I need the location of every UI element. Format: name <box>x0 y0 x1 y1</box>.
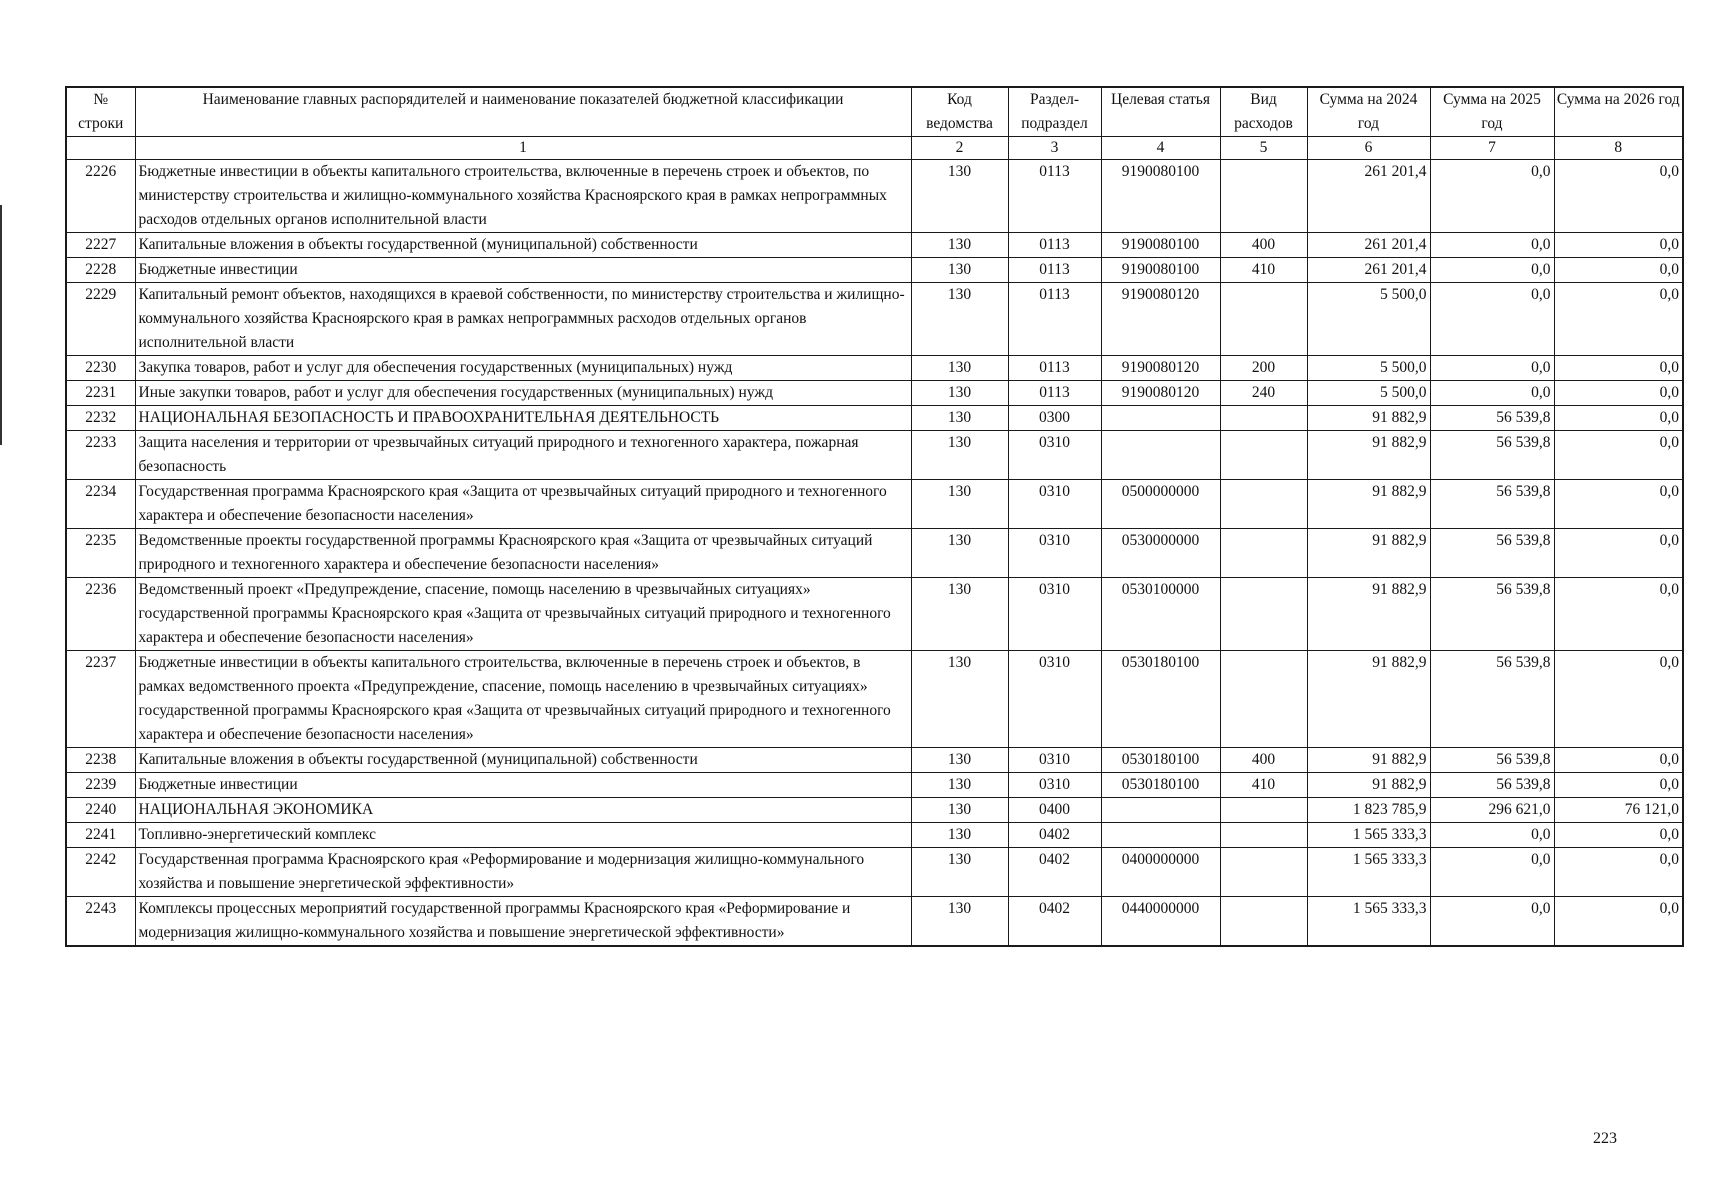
row-agency: 130 <box>911 258 1008 283</box>
row-sum-2024: 91 882,9 <box>1307 480 1430 529</box>
row-sum-2024: 261 201,4 <box>1307 258 1430 283</box>
row-section: 0310 <box>1008 651 1101 748</box>
row-agency: 130 <box>911 773 1008 798</box>
row-sum-2025: 56 539,8 <box>1430 773 1554 798</box>
row-target: 0530180100 <box>1101 773 1220 798</box>
row-exp-type <box>1220 480 1307 529</box>
budget-table <box>65 86 1684 947</box>
row-exp-type <box>1220 431 1307 480</box>
row-sum-2026: 0,0 <box>1554 823 1683 848</box>
row-number: 2229 <box>66 283 135 356</box>
column-index: 4 <box>1101 137 1220 160</box>
table-row <box>66 283 1683 356</box>
column-index: 1 <box>135 137 911 160</box>
row-sum-2025: 56 539,8 <box>1430 529 1554 578</box>
row-number: 2226 <box>66 160 135 233</box>
row-sum-2024: 91 882,9 <box>1307 529 1430 578</box>
row-agency: 130 <box>911 480 1008 529</box>
row-section: 0310 <box>1008 773 1101 798</box>
budget-page <box>65 86 1684 947</box>
row-sum-2024: 1 823 785,9 <box>1307 798 1430 823</box>
row-section: 0113 <box>1008 233 1101 258</box>
row-sum-2026: 0,0 <box>1554 651 1683 748</box>
table-row <box>66 773 1683 798</box>
row-section: 0310 <box>1008 748 1101 773</box>
row-number: 2236 <box>66 578 135 651</box>
row-sum-2025: 0,0 <box>1430 848 1554 897</box>
row-sum-2025: 56 539,8 <box>1430 578 1554 651</box>
table-row <box>66 748 1683 773</box>
row-sum-2025: 296 621,0 <box>1430 798 1554 823</box>
row-sum-2024: 91 882,9 <box>1307 406 1430 431</box>
row-agency: 130 <box>911 748 1008 773</box>
row-name: Бюджетные инвестиции <box>135 258 911 283</box>
row-exp-type <box>1220 897 1307 947</box>
row-sum-2025: 56 539,8 <box>1430 431 1554 480</box>
row-sum-2026: 0,0 <box>1554 431 1683 480</box>
row-sum-2026: 0,0 <box>1554 578 1683 651</box>
row-section: 0402 <box>1008 823 1101 848</box>
row-sum-2026: 0,0 <box>1554 748 1683 773</box>
table-row <box>66 356 1683 381</box>
header-sum-2024: Сумма на 2024 год <box>1307 87 1430 137</box>
row-target: 0530000000 <box>1101 529 1220 578</box>
table-row <box>66 529 1683 578</box>
row-sum-2026: 0,0 <box>1554 160 1683 233</box>
row-sum-2025: 56 539,8 <box>1430 480 1554 529</box>
row-sum-2026: 0,0 <box>1554 258 1683 283</box>
column-index: 7 <box>1430 137 1554 160</box>
table-row <box>66 897 1683 947</box>
table-row <box>66 431 1683 480</box>
row-exp-type <box>1220 848 1307 897</box>
row-name: Государственная программа Красноярского края «Реформирование и модернизация жилищно-коммунального хозяйства и повышение энергетической эффективности» <box>135 848 911 897</box>
row-target <box>1101 431 1220 480</box>
column-index-row <box>66 137 1683 160</box>
row-name: Закупка товаров, работ и услуг для обеспечения государственных (муниципальных) нужд <box>135 356 911 381</box>
row-target: 0530180100 <box>1101 651 1220 748</box>
row-agency: 130 <box>911 848 1008 897</box>
row-sum-2024: 5 500,0 <box>1307 283 1430 356</box>
row-name: Бюджетные инвестиции в объекты капитального строительства, включенные в перечень строек и объектов, в рамках ведомственного проекта «Предупреждение, спасение, помощь населению в чрезвычайных ситуациях» государственной программы Красноярского края «Защита от чрезвычайных ситуаций природного и техногенного характера и обеспечение безопасности населения» <box>135 651 911 748</box>
row-sum-2025: 0,0 <box>1430 233 1554 258</box>
row-sum-2026: 0,0 <box>1554 356 1683 381</box>
page-number: 223 <box>1593 1130 1617 1147</box>
table-row <box>66 233 1683 258</box>
row-exp-type: 200 <box>1220 356 1307 381</box>
row-section: 0310 <box>1008 578 1101 651</box>
row-agency: 130 <box>911 431 1008 480</box>
row-sum-2024: 1 565 333,3 <box>1307 897 1430 947</box>
row-number: 2235 <box>66 529 135 578</box>
row-name: Бюджетные инвестиции в объекты капитального строительства, включенные в перечень строек и объектов, по министерству строительства и жилищно-коммунального хозяйства Красноярского края в рамках непрограммных расходов отдельных органов исполнительной власти <box>135 160 911 233</box>
row-agency: 130 <box>911 283 1008 356</box>
row-sum-2026: 0,0 <box>1554 233 1683 258</box>
row-agency: 130 <box>911 578 1008 651</box>
row-target: 9190080100 <box>1101 233 1220 258</box>
table-row <box>66 578 1683 651</box>
row-number: 2230 <box>66 356 135 381</box>
row-sum-2024: 91 882,9 <box>1307 651 1430 748</box>
row-target <box>1101 406 1220 431</box>
row-target: 0440000000 <box>1101 897 1220 947</box>
row-number: 2240 <box>66 798 135 823</box>
table-row <box>66 848 1683 897</box>
row-exp-type <box>1220 578 1307 651</box>
row-section: 0113 <box>1008 356 1101 381</box>
row-agency: 130 <box>911 406 1008 431</box>
row-section: 0402 <box>1008 848 1101 897</box>
row-sum-2024: 1 565 333,3 <box>1307 823 1430 848</box>
row-sum-2025: 0,0 <box>1430 381 1554 406</box>
header-section: Раздел-подраздел <box>1008 87 1101 137</box>
row-section: 0113 <box>1008 258 1101 283</box>
row-agency: 130 <box>911 233 1008 258</box>
row-sum-2024: 91 882,9 <box>1307 748 1430 773</box>
row-sum-2025: 0,0 <box>1430 356 1554 381</box>
row-sum-2026: 0,0 <box>1554 283 1683 356</box>
row-agency: 130 <box>911 798 1008 823</box>
row-number: 2243 <box>66 897 135 947</box>
row-sum-2026: 0,0 <box>1554 529 1683 578</box>
row-sum-2026: 0,0 <box>1554 381 1683 406</box>
row-number: 2238 <box>66 748 135 773</box>
row-target: 9190080100 <box>1101 160 1220 233</box>
row-number: 2234 <box>66 480 135 529</box>
row-exp-type <box>1220 160 1307 233</box>
row-sum-2026: 0,0 <box>1554 897 1683 947</box>
column-index: 8 <box>1554 137 1683 160</box>
row-exp-type <box>1220 406 1307 431</box>
row-number: 2241 <box>66 823 135 848</box>
row-section: 0400 <box>1008 798 1101 823</box>
header-sum-2026: Сумма на 2026 год <box>1554 87 1683 137</box>
row-agency: 130 <box>911 897 1008 947</box>
row-sum-2026: 0,0 <box>1554 773 1683 798</box>
row-section: 0113 <box>1008 283 1101 356</box>
column-index: 3 <box>1008 137 1101 160</box>
row-name: Ведомственный проект «Предупреждение, спасение, помощь населению в чрезвычайных ситуациях» государственной программы Красноярского края «Защита от чрезвычайных ситуаций природного и техногенного характера и обеспечение безопасности населения» <box>135 578 911 651</box>
row-section: 0402 <box>1008 897 1101 947</box>
row-number: 2227 <box>66 233 135 258</box>
row-agency: 130 <box>911 651 1008 748</box>
column-index: 6 <box>1307 137 1430 160</box>
row-sum-2024: 91 882,9 <box>1307 773 1430 798</box>
row-exp-type <box>1220 529 1307 578</box>
row-exp-type: 410 <box>1220 773 1307 798</box>
row-number: 2239 <box>66 773 135 798</box>
table-row <box>66 406 1683 431</box>
row-exp-type <box>1220 823 1307 848</box>
row-sum-2024: 91 882,9 <box>1307 431 1430 480</box>
row-section: 0310 <box>1008 480 1101 529</box>
row-target: 9190080120 <box>1101 283 1220 356</box>
row-agency: 130 <box>911 529 1008 578</box>
table-row <box>66 258 1683 283</box>
row-agency: 130 <box>911 823 1008 848</box>
row-sum-2025: 0,0 <box>1430 897 1554 947</box>
row-number: 2228 <box>66 258 135 283</box>
column-index <box>66 137 135 160</box>
row-target: 0530180100 <box>1101 748 1220 773</box>
row-exp-type: 410 <box>1220 258 1307 283</box>
row-name: Бюджетные инвестиции <box>135 773 911 798</box>
row-section: 0300 <box>1008 406 1101 431</box>
row-name: Капитальные вложения в объекты государственной (муниципальной) собственности <box>135 233 911 258</box>
row-exp-type <box>1220 283 1307 356</box>
row-sum-2025: 56 539,8 <box>1430 748 1554 773</box>
row-number: 2242 <box>66 848 135 897</box>
row-sum-2024: 261 201,4 <box>1307 233 1430 258</box>
header-row-no: № строки <box>66 87 135 137</box>
row-name: Комплексы процессных мероприятий государственной программы Красноярского края «Реформирование и модернизация жилищно-коммунального хозяйства и повышение энергетической эффективности» <box>135 897 911 947</box>
row-number: 2233 <box>66 431 135 480</box>
row-exp-type <box>1220 798 1307 823</box>
row-exp-type <box>1220 651 1307 748</box>
row-target: 9190080120 <box>1101 381 1220 406</box>
row-agency: 130 <box>911 356 1008 381</box>
row-target: 0530100000 <box>1101 578 1220 651</box>
row-name: Капитальные вложения в объекты государственной (муниципальной) собственности <box>135 748 911 773</box>
row-number: 2237 <box>66 651 135 748</box>
row-agency: 130 <box>911 381 1008 406</box>
header-target: Целевая статья <box>1101 87 1220 137</box>
scan-margin-mark <box>0 205 2 445</box>
table-row <box>66 480 1683 529</box>
row-name: НАЦИОНАЛЬНАЯ ЭКОНОМИКА <box>135 798 911 823</box>
row-sum-2024: 5 500,0 <box>1307 381 1430 406</box>
row-target: 9190080100 <box>1101 258 1220 283</box>
header-sum-2025: Сумма на 2025 год <box>1430 87 1554 137</box>
row-sum-2026: 0,0 <box>1554 480 1683 529</box>
row-sum-2026: 76 121,0 <box>1554 798 1683 823</box>
row-sum-2024: 5 500,0 <box>1307 356 1430 381</box>
header-exp-type: Вид расходов <box>1220 87 1307 137</box>
header-row <box>66 87 1683 137</box>
row-number: 2232 <box>66 406 135 431</box>
row-name: Государственная программа Красноярского края «Защита от чрезвычайных ситуаций природного и техногенного характера и обеспечение безопасности населения» <box>135 480 911 529</box>
table-row <box>66 381 1683 406</box>
row-section: 0310 <box>1008 431 1101 480</box>
column-index: 5 <box>1220 137 1307 160</box>
row-target <box>1101 823 1220 848</box>
row-sum-2024: 1 565 333,3 <box>1307 848 1430 897</box>
row-sum-2025: 0,0 <box>1430 283 1554 356</box>
row-name: Топливно-энергетический комплекс <box>135 823 911 848</box>
row-target: 0400000000 <box>1101 848 1220 897</box>
row-sum-2025: 0,0 <box>1430 160 1554 233</box>
table-row <box>66 160 1683 233</box>
row-target: 0500000000 <box>1101 480 1220 529</box>
header-agency: Код ведомства <box>911 87 1008 137</box>
row-sum-2024: 91 882,9 <box>1307 578 1430 651</box>
row-sum-2024: 261 201,4 <box>1307 160 1430 233</box>
row-agency: 130 <box>911 160 1008 233</box>
row-section: 0310 <box>1008 529 1101 578</box>
row-sum-2026: 0,0 <box>1554 406 1683 431</box>
row-exp-type: 240 <box>1220 381 1307 406</box>
row-name: Защита населения и территории от чрезвычайных ситуаций природного и техногенного характера, пожарная безопасность <box>135 431 911 480</box>
row-target: 9190080120 <box>1101 356 1220 381</box>
table-row <box>66 651 1683 748</box>
row-section: 0113 <box>1008 381 1101 406</box>
row-target <box>1101 798 1220 823</box>
table-row <box>66 823 1683 848</box>
row-exp-type: 400 <box>1220 233 1307 258</box>
row-section: 0113 <box>1008 160 1101 233</box>
row-name: Иные закупки товаров, работ и услуг для обеспечения государственных (муниципальных) нужд <box>135 381 911 406</box>
header-name: Наименование главных распорядителей и наименование показателей бюджетной классификации <box>135 87 911 137</box>
row-sum-2025: 0,0 <box>1430 823 1554 848</box>
row-sum-2025: 56 539,8 <box>1430 651 1554 748</box>
row-exp-type: 400 <box>1220 748 1307 773</box>
row-sum-2025: 56 539,8 <box>1430 406 1554 431</box>
row-name: Капитальный ремонт объектов, находящихся в краевой собственности, по министерству строительства и жилищно-коммунального хозяйства Красноярского края в рамках непрограммных расходов отдельных органов исполнительной власти <box>135 283 911 356</box>
column-index: 2 <box>911 137 1008 160</box>
row-name: Ведомственные проекты государственной программы Красноярского края «Защита от чрезвычайных ситуаций природного и техногенного характера и обеспечение безопасности населения» <box>135 529 911 578</box>
row-name: НАЦИОНАЛЬНАЯ БЕЗОПАСНОСТЬ И ПРАВООХРАНИТЕЛЬНАЯ ДЕЯТЕЛЬНОСТЬ <box>135 406 911 431</box>
row-number: 2231 <box>66 381 135 406</box>
row-sum-2025: 0,0 <box>1430 258 1554 283</box>
table-row <box>66 798 1683 823</box>
row-sum-2026: 0,0 <box>1554 848 1683 897</box>
